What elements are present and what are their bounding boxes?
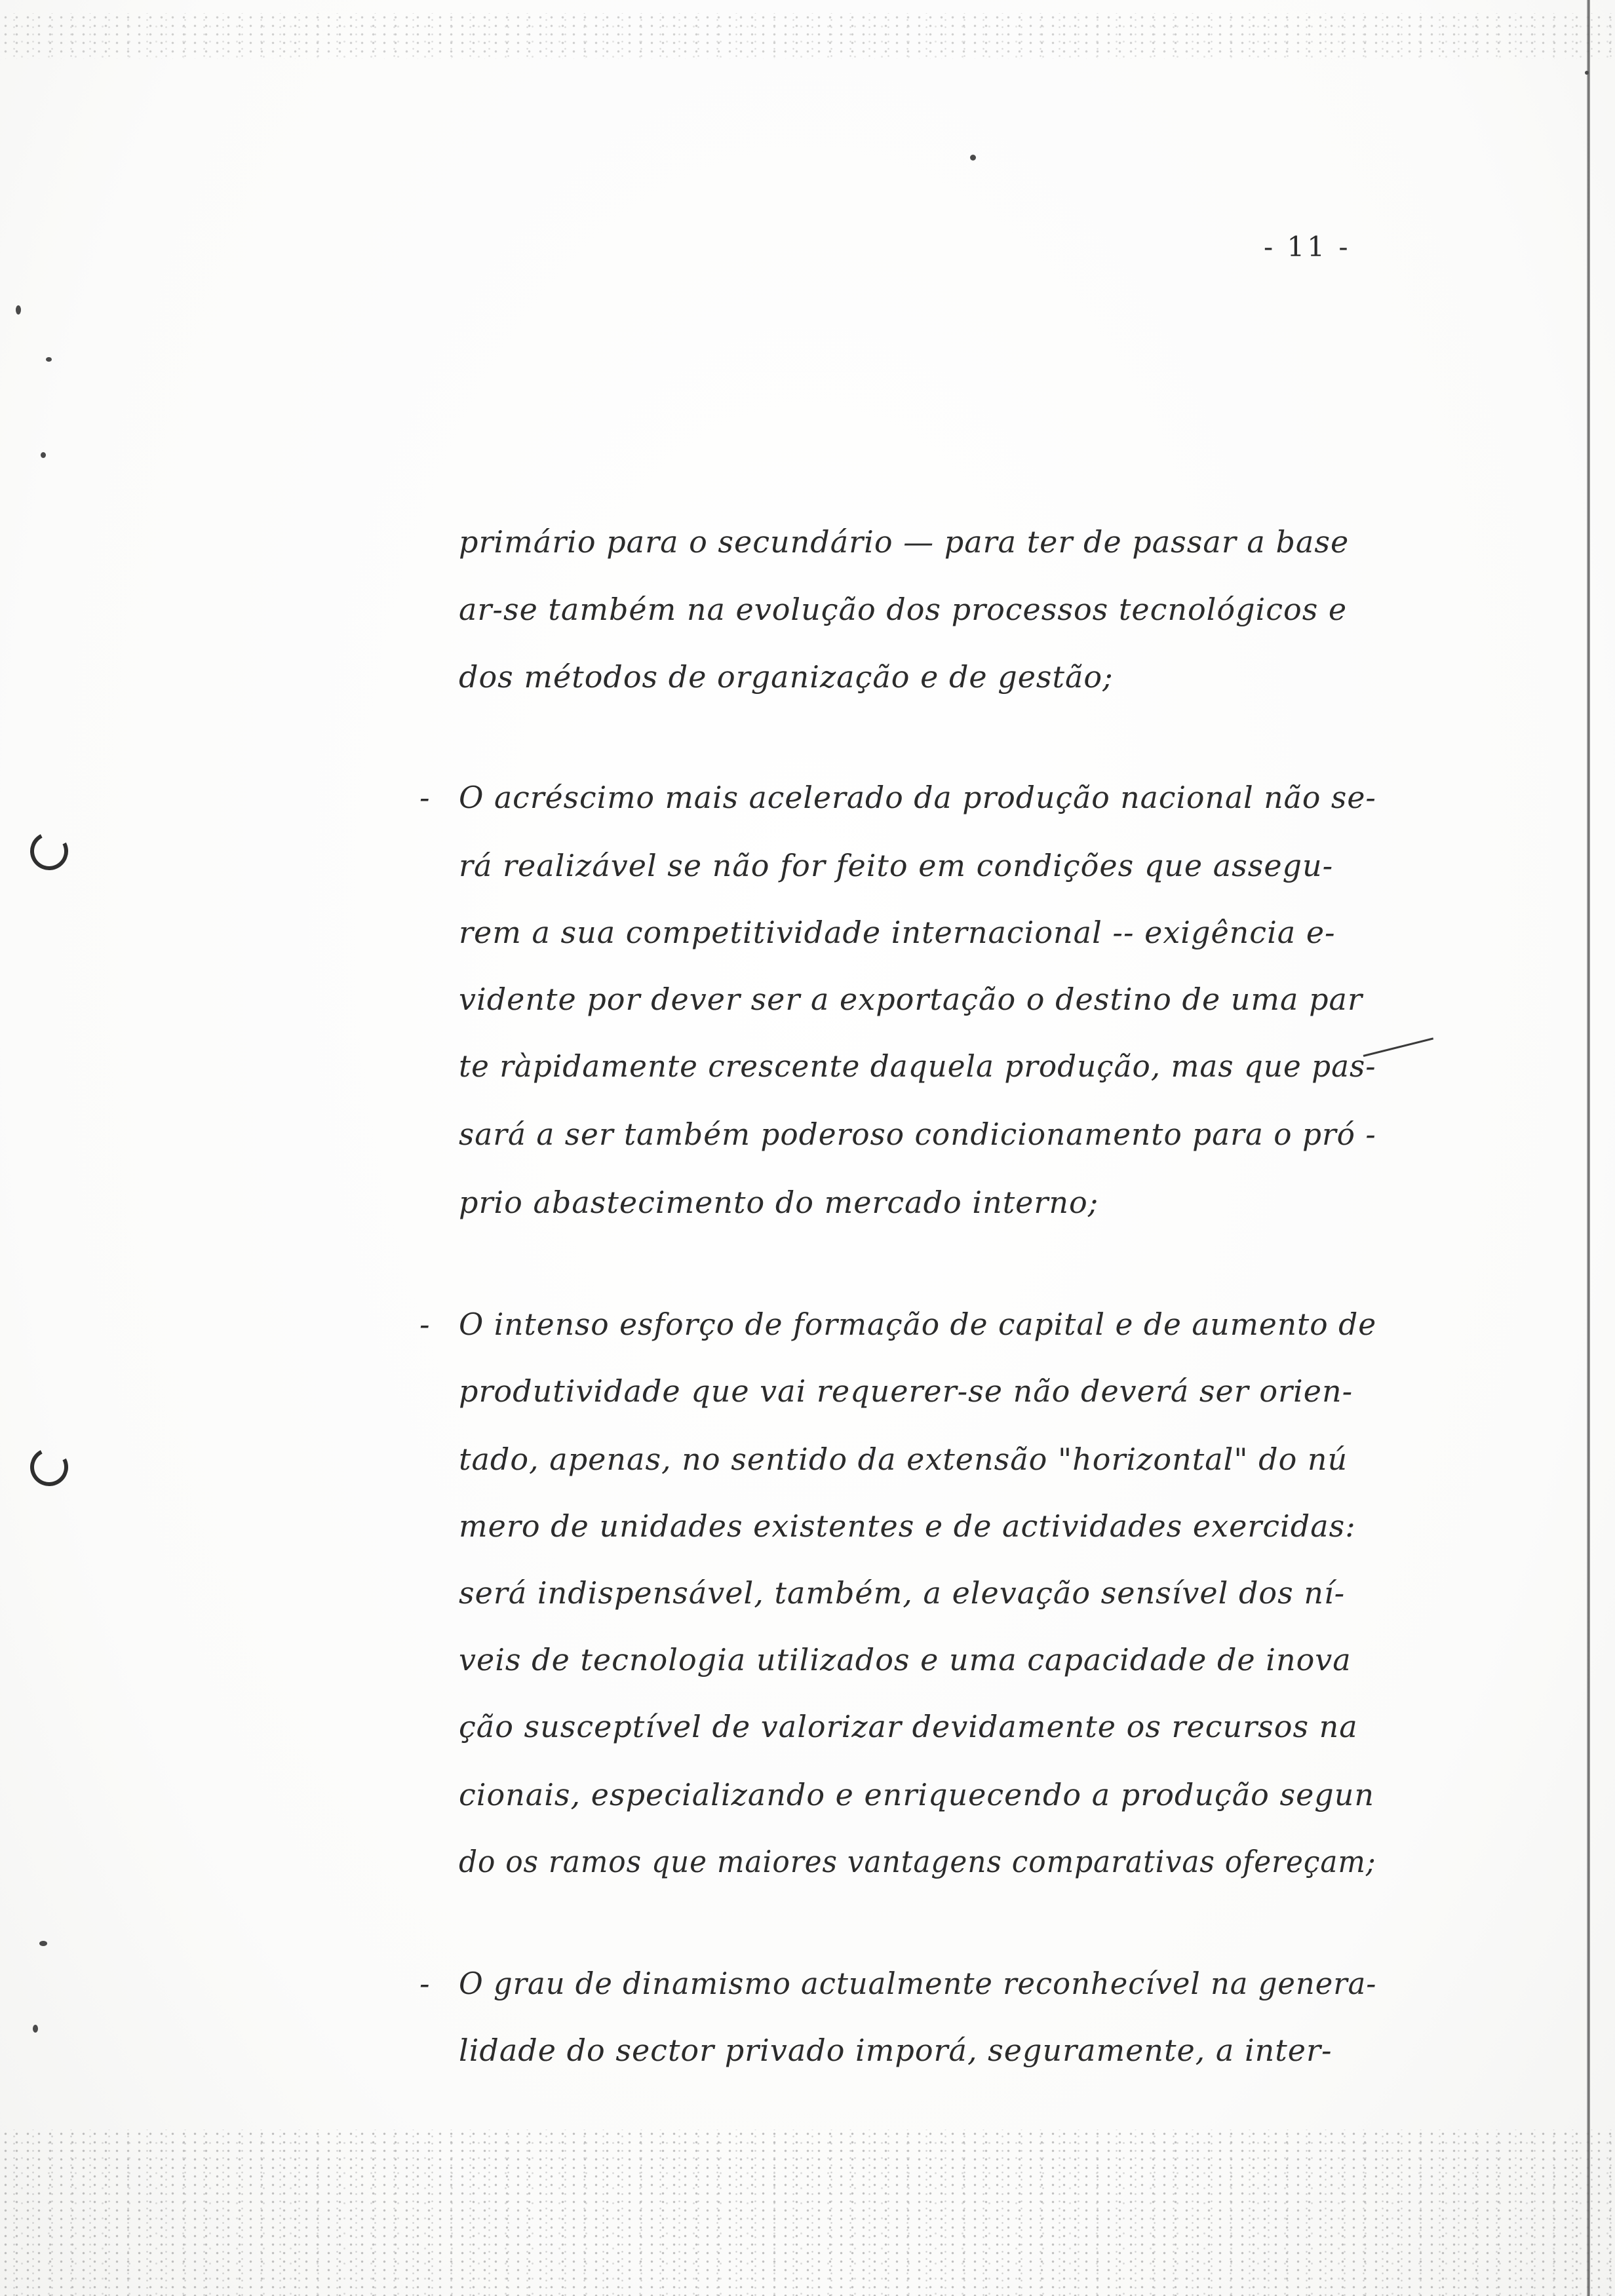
scan-speck — [1585, 71, 1589, 75]
scan-speck — [970, 155, 976, 161]
text-line: ção susceptível de valorizar devidamente os recursos na — [459, 1709, 1358, 1744]
scan-noise-top — [0, 13, 1615, 59]
text-line: tado, apenas, no sentido da extensão "horizontal" do nú — [459, 1442, 1348, 1477]
text-line: sará a ser também poderoso condicionamento para o pró - — [459, 1117, 1376, 1152]
text-line: O intenso esforço de formação de capital e de aumento de — [459, 1307, 1377, 1342]
text-line: rá realizável se não for feito em condições que assegu- — [459, 848, 1334, 883]
text-line: lidade do sector privado imporá, seguramente, a inter- — [459, 2033, 1333, 2068]
scan-speck — [39, 1941, 47, 1946]
text-line: O grau de dinamismo actualmente reconhecível na genera- — [459, 1966, 1377, 2001]
text-line: te ràpidamente crescente daquela produção, mas que pas- — [459, 1048, 1376, 1084]
text-line: O acréscimo mais acelerado da produção nacional não se- — [459, 780, 1376, 815]
text-line: primário para o secundário — para ter de passar a base — [459, 524, 1350, 560]
text-line: dos métodos de organização e de gestão; — [459, 659, 1114, 695]
scan-speck — [33, 2025, 38, 2033]
page-number: - 11 - — [1264, 231, 1351, 263]
scan-speck — [46, 357, 52, 362]
page-edge-shadow — [1587, 0, 1590, 2296]
text-line: será indispensável, também, a elevação sensível dos ní- — [459, 1575, 1346, 1611]
scan-speck — [41, 452, 46, 458]
bullet-dash: - — [419, 780, 430, 815]
text-line: cionais, especializando e enriquecendo a produção segun — [459, 1777, 1374, 1812]
text-line: do os ramos que maiores vantagens comparativas ofereçam; — [459, 1844, 1376, 1879]
bullet-dash: - — [419, 1307, 430, 1342]
bullet-dash: - — [419, 1966, 430, 2001]
scan-speck — [16, 305, 21, 315]
text-line: vidente por dever ser a exportação o destino de uma par — [459, 982, 1363, 1017]
text-line: produtividade que vai requerer-se não deverá ser orien- — [459, 1373, 1353, 1409]
text-line: mero de unidades existentes e de actividades exercidas: — [459, 1508, 1356, 1544]
text-line: prio abastecimento do mercado interno; — [459, 1185, 1099, 1220]
text-line: ar-se também na evolução dos processos tecnológicos e — [459, 592, 1348, 627]
text-line: veis de tecnologia utilizados e uma capacidade de inova — [459, 1642, 1352, 1677]
text-line: rem a sua competitividade internacional -- exigência e- — [459, 915, 1336, 950]
scan-noise-bottom — [0, 2130, 1615, 2296]
